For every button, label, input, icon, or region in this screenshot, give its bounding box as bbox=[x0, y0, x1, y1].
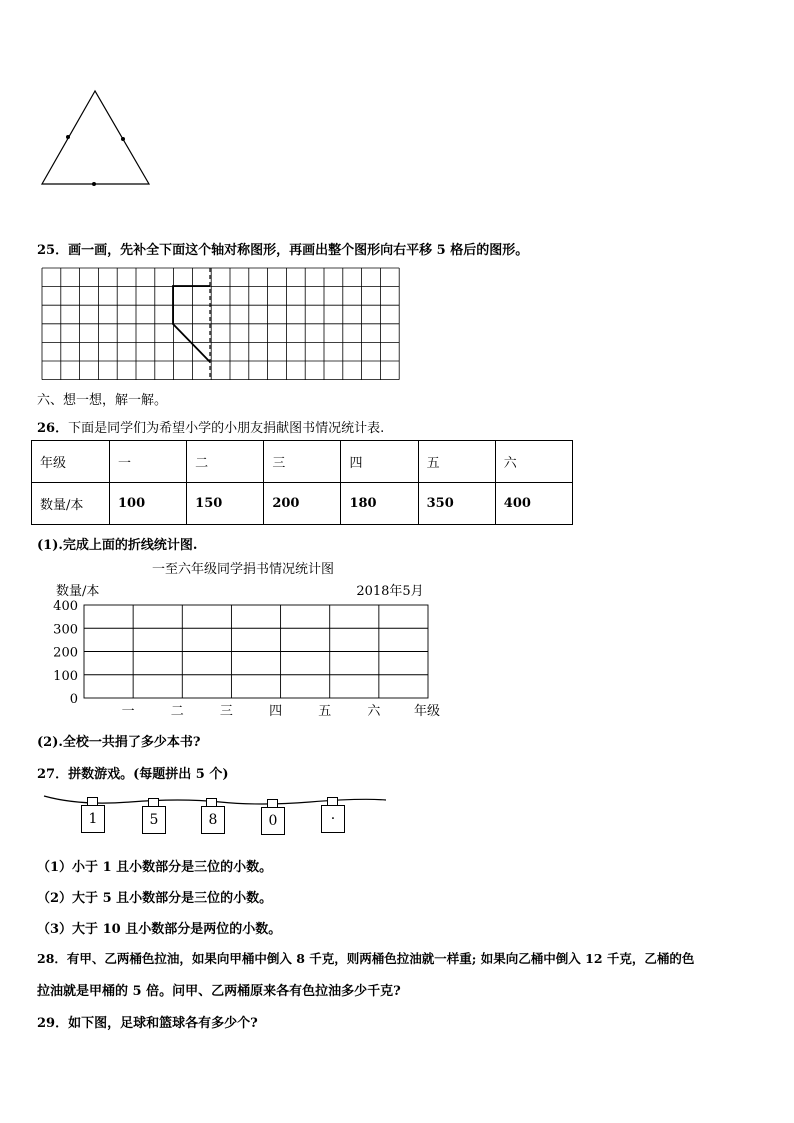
section-heading: 六、想一想，解一解。 bbox=[37, 393, 168, 408]
question-text: 画一画，先补全下面这个轴对称图形，再画出整个图形向右平移 5 格后的图形。 bbox=[68, 243, 529, 258]
table-cell: 180 bbox=[341, 483, 418, 525]
question-text: 如下图，足球和篮球各有多少个? bbox=[68, 1016, 258, 1031]
question-29 bbox=[37, 1012, 258, 1031]
table-cell: 五 bbox=[418, 441, 495, 483]
line-chart bbox=[38, 556, 458, 722]
table-header-cell: 年级 bbox=[32, 441, 110, 483]
q27-item-2: （2）大于 5 且小数部分是三位的小数。 bbox=[37, 891, 273, 906]
x-tick-label: 二 bbox=[170, 704, 184, 719]
x-tick-label: 一 bbox=[121, 704, 135, 719]
symmetry-grid bbox=[40, 266, 402, 382]
table-header-cell: 数量/本 bbox=[32, 483, 110, 525]
question-27 bbox=[37, 763, 229, 782]
question-text: 下面是同学们为希望小学的小朋友捐献图书情况统计表. bbox=[68, 421, 385, 436]
question-number: 25． bbox=[37, 243, 69, 258]
y-tick-label: 300 bbox=[53, 622, 78, 638]
number-card: 8 bbox=[201, 806, 225, 834]
x-tick-label: 三 bbox=[219, 704, 233, 719]
y-tick-label: 0 bbox=[69, 692, 78, 707]
sub-question-2: (2).全校一共捐了多少本书? bbox=[37, 735, 201, 750]
table-cell: 三 bbox=[264, 441, 341, 483]
sub-question-1: (1).完成上面的折线统计图. bbox=[37, 538, 198, 553]
table-cell: 一 bbox=[110, 441, 187, 483]
table-cell: 150 bbox=[187, 483, 264, 525]
table-cell: 350 bbox=[418, 483, 495, 525]
question-text-line-1: 有甲、乙两桶色拉油，如果向甲桶中倒入 8 千克，则两桶色拉油就一样重; 如果向乙桶中倒入 12 千克，乙桶的色 bbox=[66, 951, 695, 966]
x-axis-label: 年级 bbox=[414, 704, 441, 719]
question-number: 26． bbox=[37, 421, 69, 436]
table-cell: 四 bbox=[341, 441, 418, 483]
question-28-line-2: 拉油就是甲桶的 5 倍。问甲、乙两桶原来各有色拉油多少千克? bbox=[37, 984, 401, 999]
chart-title: 一至六年级同学捐书情况统计图 bbox=[151, 562, 335, 577]
question-28 bbox=[37, 949, 694, 967]
question-number: 29． bbox=[37, 1016, 69, 1031]
question-26 bbox=[37, 417, 384, 436]
chart-subtitle: 2018年5月 bbox=[356, 584, 424, 599]
y-tick-label: 200 bbox=[53, 645, 78, 661]
q27-item-3: （3）大于 10 且小数部分是两位的小数。 bbox=[37, 922, 282, 937]
number-card: · bbox=[321, 805, 345, 833]
number-card: 5 bbox=[142, 806, 166, 834]
table-row bbox=[32, 483, 573, 525]
x-tick-label: 四 bbox=[269, 704, 283, 719]
y-tick-label: 400 bbox=[53, 599, 78, 614]
q27-item-1: （1）小于 1 且小数部分是三位的小数。 bbox=[37, 860, 273, 875]
table-cell: 400 bbox=[495, 483, 572, 525]
table-cell: 200 bbox=[264, 483, 341, 525]
table-cell: 100 bbox=[110, 483, 187, 525]
question-number: 28． bbox=[37, 951, 67, 966]
question-25 bbox=[37, 239, 528, 258]
triangle-figure bbox=[36, 86, 156, 190]
y-axis-label: 数量/本 bbox=[56, 584, 100, 599]
question-text: 拼数游戏。(每题拼出 5 个) bbox=[68, 767, 229, 782]
question-number: 27． bbox=[37, 767, 69, 782]
table-cell: 六 bbox=[495, 441, 572, 483]
x-tick-label: 六 bbox=[367, 704, 381, 719]
number-card: 1 bbox=[81, 805, 105, 833]
table-cell: 二 bbox=[187, 441, 264, 483]
y-tick-label: 100 bbox=[53, 668, 78, 684]
x-tick-label: 五 bbox=[318, 704, 332, 719]
table-row bbox=[32, 441, 573, 483]
donation-table bbox=[31, 440, 573, 525]
number-card: 0 bbox=[261, 807, 285, 835]
